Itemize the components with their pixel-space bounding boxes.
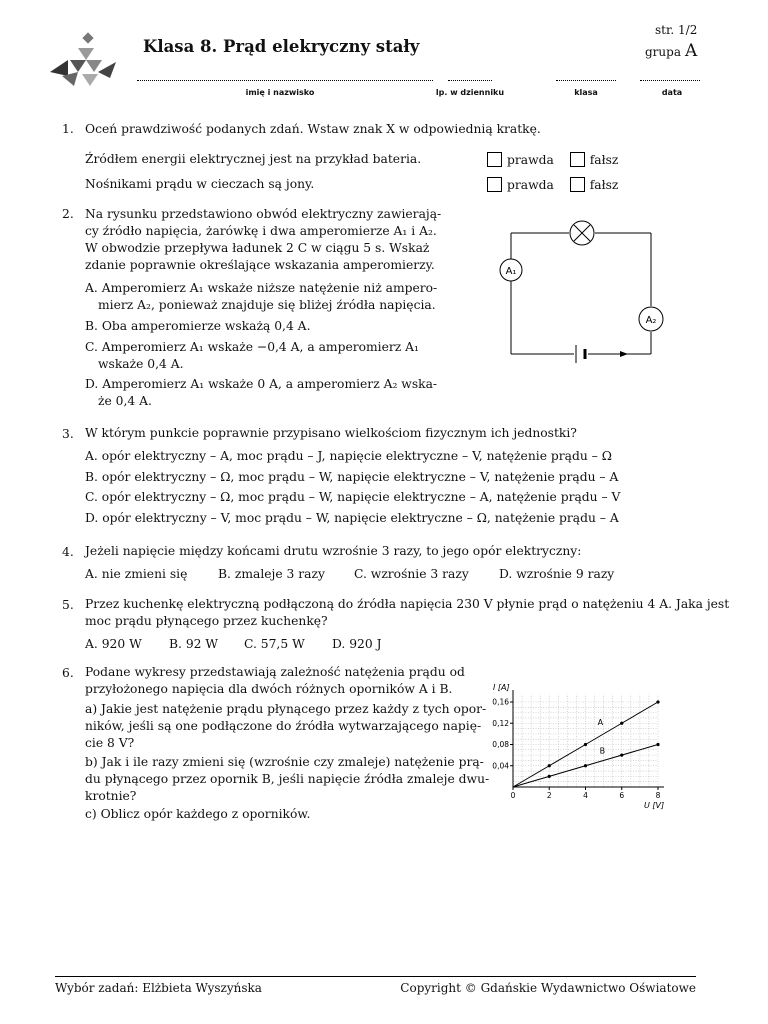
- x-tick-label: 8: [655, 791, 661, 800]
- class-field-line[interactable]: [556, 80, 616, 81]
- page-number: str. 1/2: [655, 23, 698, 37]
- series-point-A: [656, 700, 659, 703]
- q3-option-b[interactable]: B. opór elektryczny – Ω, moc prądu – W, napięcie elektryczne – V, natężenie prądu – A: [85, 470, 619, 484]
- q5-option-d[interactable]: D. 920 J: [332, 637, 382, 651]
- q3-option-a[interactable]: A. opór elektryczny – A, moc prądu – J, napięcie elektryczne – V, natężenie prądu – Ω: [85, 449, 612, 463]
- footer-divider: [55, 976, 696, 977]
- q2-option-a-cont: mierz A₂, ponieważ znajduje się bliżej źródła napięcia.: [98, 298, 436, 312]
- group-indicator: grupa A: [645, 41, 698, 61]
- q2-option-d-cont: że 0,4 A.: [98, 394, 152, 408]
- q5-option-a[interactable]: A. 920 W: [85, 637, 142, 651]
- q2-text-2: cy źródło napięcia, żarówkę i dwa amperomierze A₁ i A₂.: [85, 224, 437, 238]
- q6-number: 6.: [62, 666, 74, 680]
- q1-statement-1: Źródłem energii elektrycznej jest na przykład bateria.: [85, 152, 422, 166]
- q2-option-d[interactable]: D. Amperomierz A₁ wskaże 0 A, a amperomierz A₂ wska-: [85, 377, 438, 391]
- x-tick-label: 2: [546, 791, 552, 800]
- q2-text-1: Na rysunku przedstawiono obwód elektryczny zawierają-: [85, 207, 442, 221]
- date-field-line[interactable]: [640, 80, 700, 81]
- q6-text-1: Podane wykresy przedstawiają zależność natężenia prądu od: [85, 665, 465, 679]
- q4-number: 4.: [62, 545, 74, 559]
- q4-prompt: Jeżeli napięcie między końcami drutu wzrośnie 3 razy, to jego opór elektryczny:: [85, 544, 582, 558]
- y-axis-label: I [A]: [493, 683, 510, 692]
- q2-option-c-cont: wskaże 0,4 A.: [98, 357, 184, 371]
- series-point-A: [584, 743, 587, 746]
- page-title: Klasa 8. Prąd elekryczny stały: [143, 37, 420, 56]
- x-tick-label: 4: [583, 791, 588, 800]
- q3-number: 3.: [62, 427, 74, 441]
- q5-text-2: moc prądu płynącego przez kuchenkę?: [85, 614, 328, 628]
- x-tick-label: 6: [619, 791, 625, 800]
- q4-option-a[interactable]: A. nie zmieni się: [85, 567, 188, 581]
- footer-copyright: Copyright © Gdańskie Wydawnictwo Oświatowe: [400, 981, 696, 995]
- ammeter-a2-icon: [639, 307, 663, 331]
- series-point-B: [620, 754, 623, 757]
- q1-row2-answers: prawda fałsz: [487, 177, 618, 192]
- y-tick-label: 0,16: [492, 697, 509, 707]
- series-label-A: A: [597, 717, 604, 727]
- ammeter-a2-label: A₂: [645, 315, 657, 326]
- q5-text-1: Przez kuchenkę elektryczną podłączoną do źródła napięcia 230 V płynie prąd o natężeniu 4 A. Jaka jest: [85, 597, 730, 611]
- ammeter-a1-label: A₁: [505, 266, 517, 277]
- q1-number: 1.: [62, 122, 74, 136]
- y-tick-label: 0,08: [492, 740, 509, 749]
- q5-option-c[interactable]: C. 57,5 W: [244, 637, 305, 651]
- x-tick-label: 0: [510, 791, 516, 800]
- q6-text-2: przyłożonego napięcia dla dwóch różnych oporników A i B.: [85, 682, 453, 696]
- bulb-icon: [570, 221, 594, 245]
- q2-option-c[interactable]: C. Amperomierz A₁ wskaże −0,4 A, a amperomierz A₁: [85, 340, 419, 354]
- q6-text-8: krotnie?: [85, 789, 137, 803]
- q3-option-c[interactable]: C. opór elektryczny – Ω, moc prądu – W, napięcie elektryczne – A, natężenie prądu – V: [85, 490, 621, 504]
- q2-text-3: W obwodzie przepływa ładunek 2 C w ciągu 5 s. Wskaż: [85, 241, 430, 255]
- q6-text-6: b) Jak i ile razy zmieni się (wzrośnie czy zmaleje) natężenie prą-: [85, 755, 484, 769]
- q6-text-3: a) Jakie jest natężenie prądu płynącego przez każdy z tych opor-: [85, 702, 487, 716]
- y-tick-label: 0,12: [492, 718, 509, 728]
- q6-text-7: du płynącego przez opornik B, jeśli napięcie źródła zmaleje dwu-: [85, 772, 490, 786]
- q1-statement-2: Nośnikami prądu w cieczach są jony.: [85, 177, 315, 191]
- y-tick-label: 0,04: [492, 761, 509, 771]
- q2-number: 2.: [62, 207, 74, 221]
- series-point-B: [656, 743, 659, 746]
- q4-option-b[interactable]: B. zmaleje 3 razy: [218, 567, 325, 581]
- q3-prompt: W którym punkcie poprawnie przypisano wielkościom fizycznym ich jednostki?: [85, 426, 577, 440]
- q4-option-d[interactable]: D. wzrośnie 9 razy: [499, 567, 615, 581]
- ammeter-a1-icon: [500, 259, 522, 281]
- q1-s2-true-checkbox[interactable]: [487, 177, 502, 192]
- footer-author: Wybór zadań: Elżbieta Wyszyńska: [55, 981, 262, 995]
- q2-option-b[interactable]: B. Oba amperomierze wskażą 0,4 A.: [85, 319, 311, 333]
- field-label-class: klasa: [574, 88, 598, 97]
- group-value: A: [684, 41, 698, 61]
- q1-s2-false-checkbox[interactable]: [570, 177, 585, 192]
- series-label-B: B: [599, 746, 606, 756]
- q6-text-5: cie 8 V?: [85, 736, 135, 750]
- number-field-line[interactable]: [448, 80, 492, 81]
- q1-row1-answers: prawda fałsz: [487, 152, 618, 167]
- battery-icon: [576, 345, 585, 363]
- publisher-logo: [48, 30, 118, 88]
- field-label-name: imię i nazwisko: [245, 88, 315, 97]
- q1-s1-false-checkbox[interactable]: [570, 152, 585, 167]
- q5-number: 5.: [62, 598, 74, 612]
- series-point-B: [548, 775, 551, 778]
- name-field-line[interactable]: [137, 80, 433, 81]
- q6-text-4: ników, jeśli są one podłączone do źródła wytwarzającego napię-: [85, 719, 482, 733]
- series-point-A: [548, 764, 551, 767]
- x-axis-label: U [V]: [644, 801, 665, 810]
- q1-prompt: Oceń prawdziwość podanych zdań. Wstaw znak X w odpowiednią kratkę.: [85, 122, 541, 136]
- q4-option-c[interactable]: C. wzrośnie 3 razy: [354, 567, 469, 581]
- field-label-date: data: [661, 88, 683, 97]
- q2-option-a[interactable]: A. Amperomierz A₁ wskaże niższe natężenie niż ampero-: [85, 281, 438, 295]
- q3-option-d[interactable]: D. opór elektryczny – V, moc prądu – W, napięcie elektryczne – Ω, natężenie prądu – A: [85, 511, 619, 525]
- q1-s1-true-checkbox[interactable]: [487, 152, 502, 167]
- q2-text-4: zdanie poprawnie określające wskazania amperomierzy.: [85, 258, 435, 272]
- q6-text-9: c) Oblicz opór każdego z oporników.: [85, 807, 311, 821]
- series-point-A: [620, 722, 623, 725]
- current-arrow-icon: [594, 351, 628, 357]
- current-voltage-chart: [476, 676, 676, 812]
- q5-option-b[interactable]: B. 92 W: [169, 637, 219, 651]
- circuit-diagram: [494, 218, 674, 368]
- field-label-number: lp. w dzienniku: [435, 88, 505, 97]
- series-point-B: [584, 764, 587, 767]
